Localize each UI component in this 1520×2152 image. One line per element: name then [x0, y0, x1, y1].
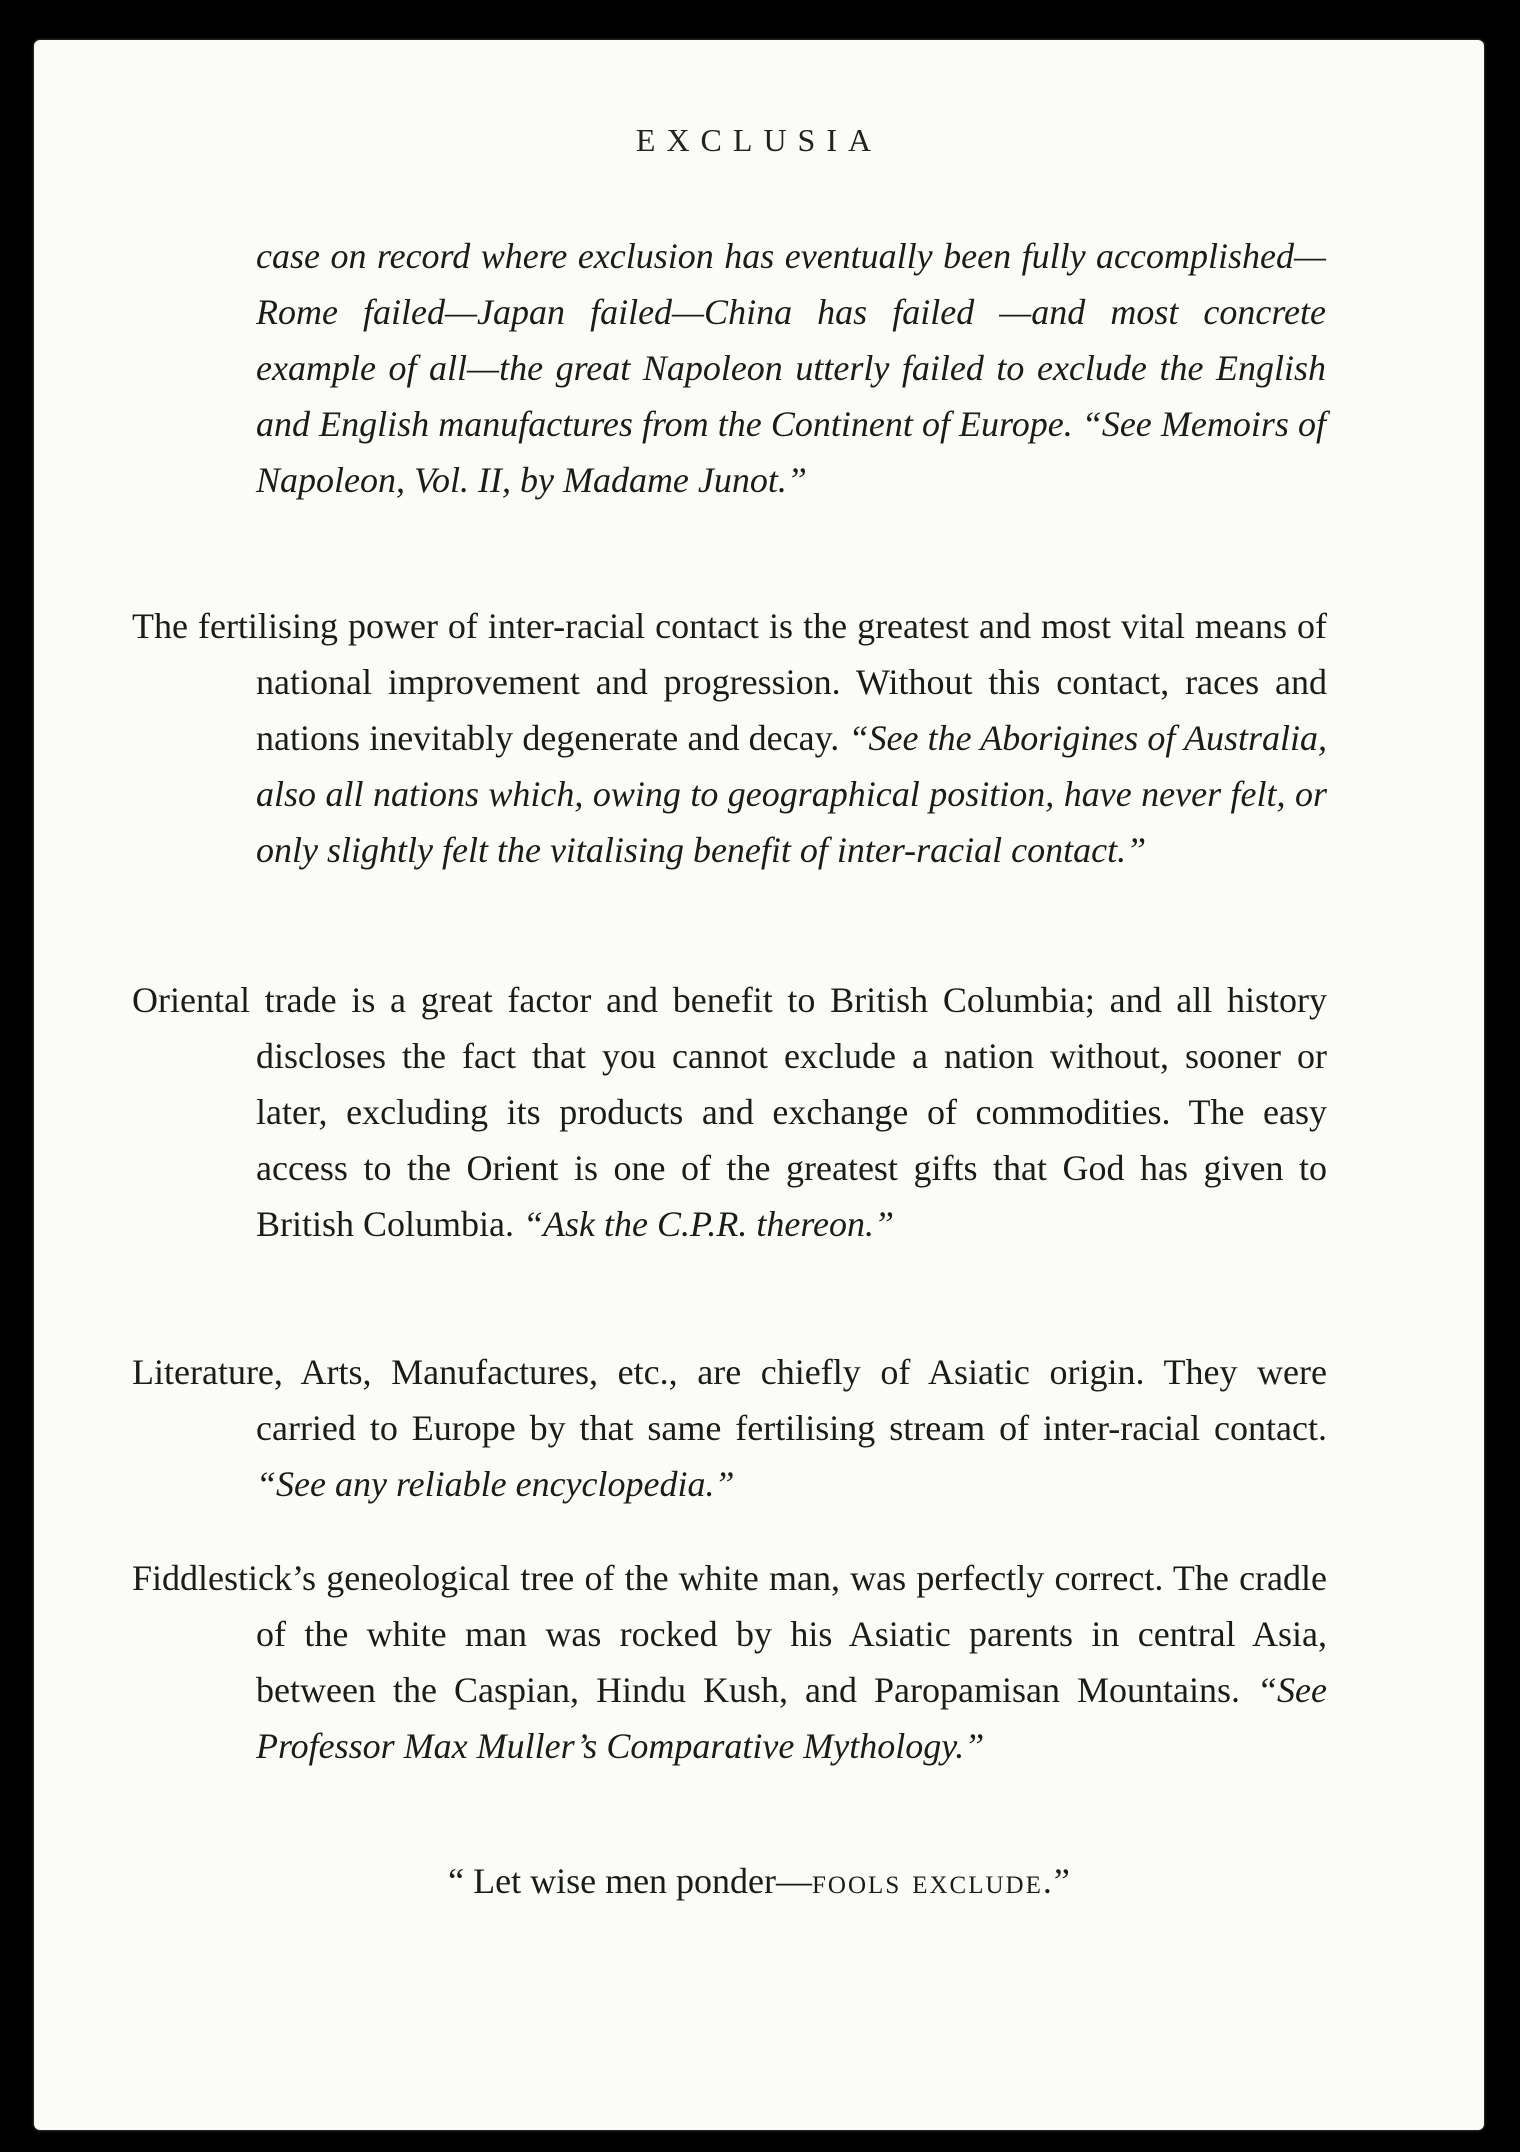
closing-emphasis: fools exclude.: [812, 1861, 1054, 1901]
paragraph-text: Literature, Arts, Manufactures, etc., are chiefly of Asiatic origin. They were carried to Europe by that same fertilising stream of inter-racial contact.: [132, 1352, 1327, 1448]
closing-quote: [34, 1860, 1484, 1902]
paragraph-citation: “Ask the C.P.R. thereon.”: [523, 1204, 895, 1244]
paragraph-oriental-trade: [132, 972, 1327, 1252]
paragraph-text: Fiddlestick’s geneological tree of the white man, was perfectly correct. The cradle of the white man was rocked by his Asiatic parents in central Asia, between the Caspian, Hindu Kush, and Paropamisan Mountains.: [132, 1558, 1327, 1710]
book-page: [34, 40, 1484, 2130]
paragraph-text: Oriental trade is a great factor and benefit to British Columbia; and all history discloses the fact that you cannot exclude a nation without, sooner or later, excluding its products and exchange of commodities. The easy access to the Orient is one of the greatest gifts that God has given to British Columbia.: [132, 980, 1327, 1244]
paragraph-citation: “See any reliable encyclopedia.”: [256, 1464, 735, 1504]
paragraph-citation: “See Professor Max Muller’s Comparative Mythology.”: [256, 1670, 1328, 1766]
paragraph-text: The fertilising power of inter-racial contact is the greatest and most vital means of national improvement and progression. Without this contact, races and nations inevitably degenerate and decay.: [132, 606, 1327, 758]
page-header: EXCLUSIA: [635, 122, 883, 158]
paragraph-asiatic-origin: [132, 1344, 1327, 1512]
paragraph-geneological-tree: [132, 1550, 1327, 1774]
paragraph-citation: “See the Aborigines of Australia, also all nations which, owing to geographical position, have never felt, or only slightly felt the vitalising benefit of inter-racial contact.”: [256, 718, 1327, 870]
paragraph-inter-racial-contact: [132, 598, 1327, 878]
continued-paragraph: case on record where exclusion has eventually been fully accomplished—Rome failed—Japan failed—China has failed —and most concrete example of all—the great Napoleon utterly failed to exclude the English and English manufactures from the Continent of Europe. “See Memoirs of Napoleon, Vol. II, by Madame Junot.”: [256, 236, 1326, 500]
closing-suffix: ”: [1053, 1861, 1070, 1901]
closing-prefix: “ Let wise men ponder—: [448, 1861, 813, 1901]
